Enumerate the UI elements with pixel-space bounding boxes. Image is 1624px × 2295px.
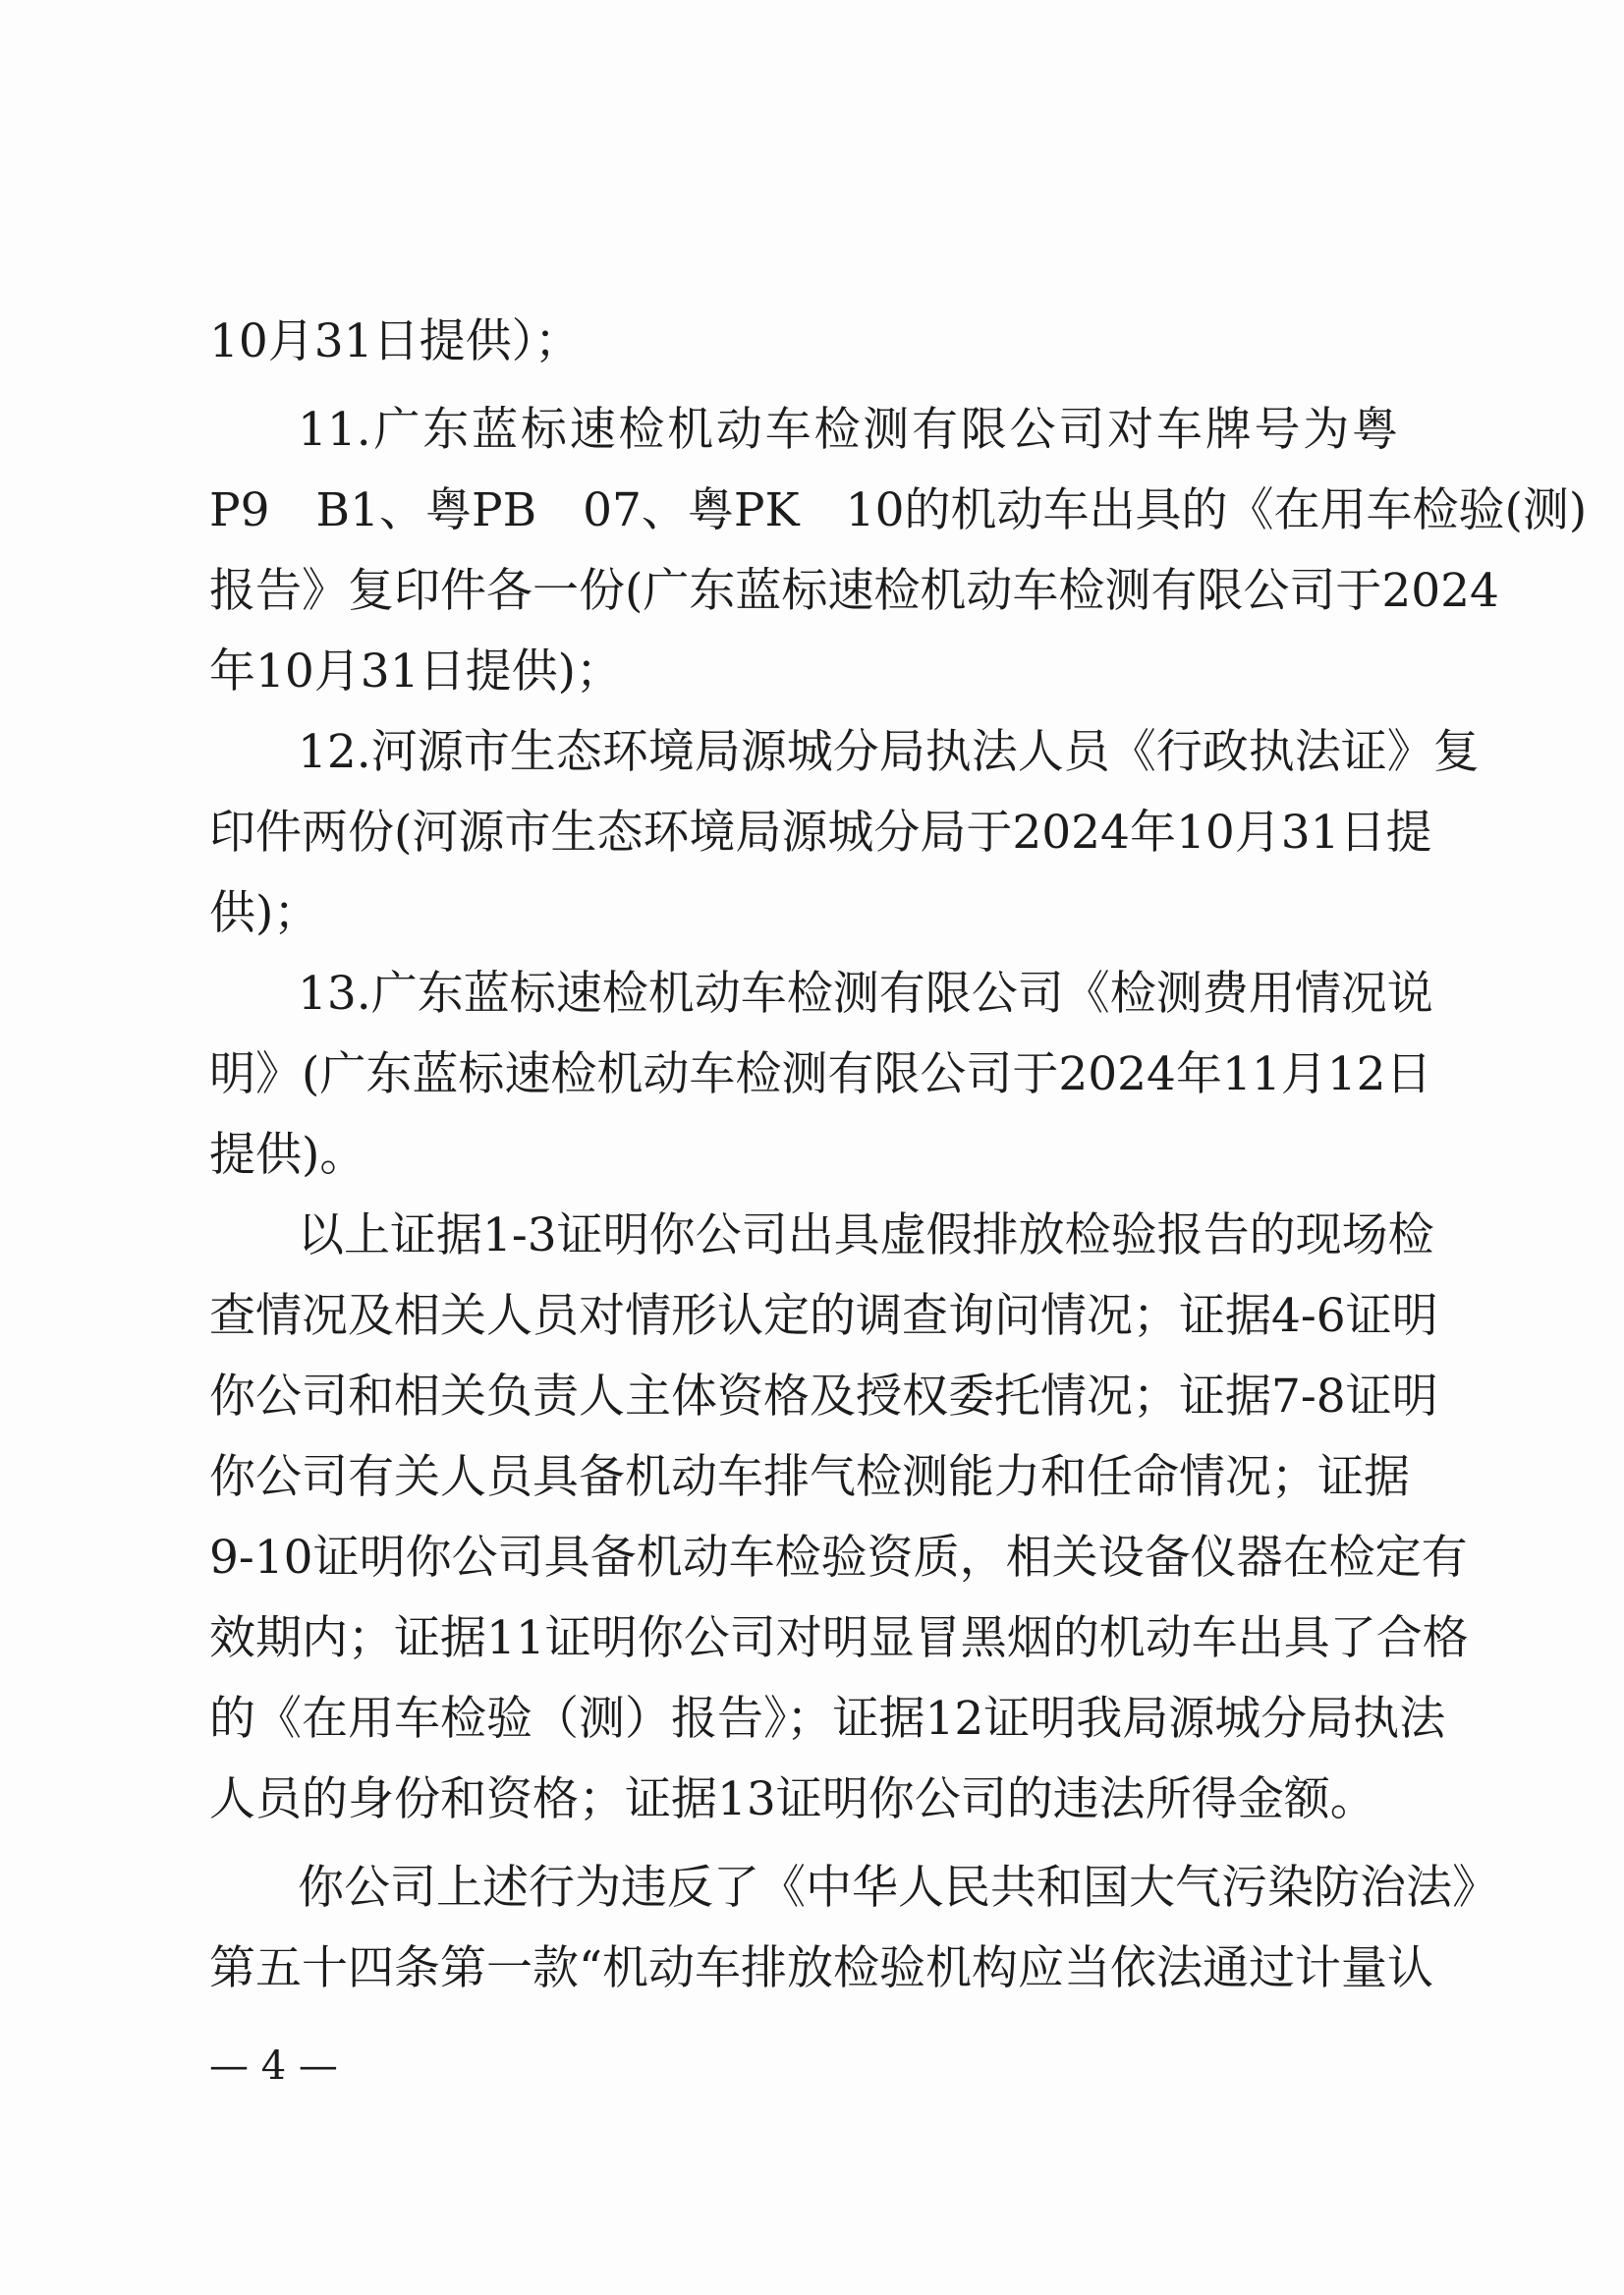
text-line: 印件两份(河源市生态环境局源城分局于2024年10月31日提 [209, 806, 1432, 860]
text-line: 12.河源市生态环境局源城分局执法人员《行政执法证》复 [298, 725, 1480, 779]
text-line: 你公司上述行为违反了《中华人民共和国大气污染防治法》 [298, 1861, 1498, 1915]
text-line: 13.广东蓝标速检机动车检测有限公司《检测费用情况说 [298, 967, 1433, 1021]
text-line: 9-10证明你公司具备机动车检验资质，相关设备仪器在检定有 [209, 1531, 1468, 1585]
text-line: 人员的身份和资格；证据13证明你公司的违法所得金额。 [209, 1772, 1376, 1826]
text-line: 11.广东蓝标速检机动车检测有限公司对车牌号为粤 [298, 403, 1398, 457]
text-line: 第五十四条第一款“机动车排放检验机构应当依法通过计量认 [209, 1941, 1434, 1995]
text-line: 效期内；证据11证明你公司对明显冒黑烟的机动车出具了合格 [209, 1611, 1469, 1665]
text-line: P9 B1、粤PB 07、粤PK 10的机动车出具的《在用车检验(测) [209, 483, 1588, 537]
text-line: 供)； [209, 886, 320, 940]
text-line: 明》(广东蓝标速检机动车检测有限公司于2024年11月12日 [209, 1047, 1432, 1101]
text-line: 你公司和相关负责人主体资格及授权委托情况；证据7-8证明 [209, 1370, 1438, 1424]
text-line: 的《在用车检验（测）报告》；证据12证明我局源城分局执法 [209, 1692, 1446, 1746]
text-line: 你公司有关人员具备机动车排气检测能力和任命情况；证据 [209, 1450, 1410, 1504]
text-line: 以上证据1-3证明你公司出具虚假排放检验报告的现场检 [298, 1208, 1434, 1262]
text-line: 年10月31日提供)； [209, 644, 622, 699]
text-line: 查情况及相关人员对情形认定的调查询问情况；证据4-6证明 [209, 1289, 1438, 1343]
text-line: 报告》复印件各一份(广东蓝标速检机动车检测有限公司于2024 [209, 564, 1499, 618]
text-line: 10月31日提供）； [209, 314, 582, 368]
page-number: — 4 — [209, 2043, 338, 2089]
text-line: 提供)。 [209, 1128, 366, 1182]
